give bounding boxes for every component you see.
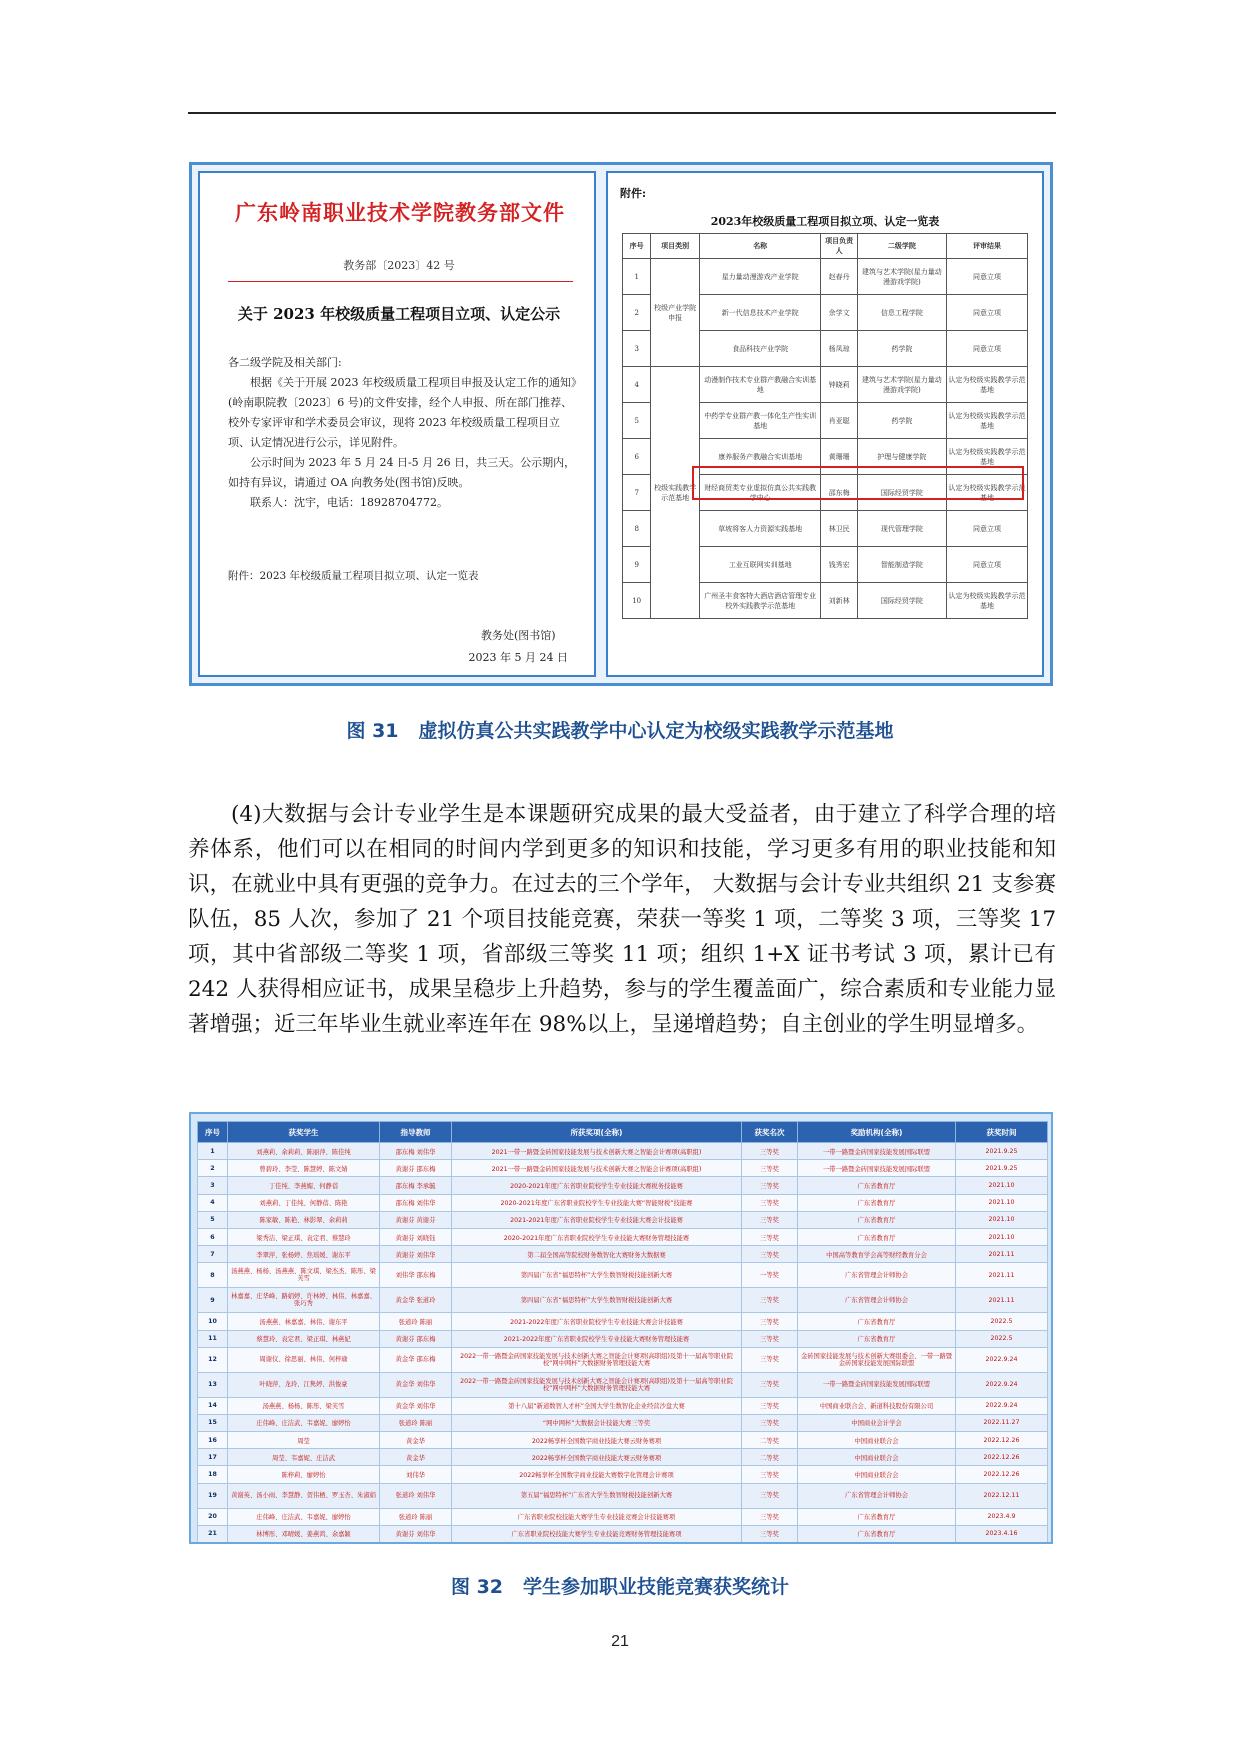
sign-date: 2023 年 5 月 24 日 — [468, 651, 568, 664]
attachment-cell: 国际经贸学院 — [857, 475, 946, 511]
attachment-cell: 新一代信息技术产业学院 — [699, 295, 821, 331]
awards-cell-org: 一带一路暨金砖国家技能发展国际联盟 — [798, 1160, 956, 1177]
awards-cell-org: 广东省管理会计师协会 — [798, 1263, 956, 1288]
awards-cell-no: 6 — [198, 1228, 228, 1245]
attachment-cell: 信息工程学院 — [857, 295, 946, 331]
awards-cell-teachers: 黄金华 刘伟华 — [380, 1372, 452, 1397]
awards-cell-teachers: 黄金华 邵东梅 — [380, 1347, 452, 1372]
awards-cell-no: 18 — [198, 1466, 228, 1483]
awards-cell-rank: 三等奖 — [742, 1228, 798, 1245]
awards-cell-date: 2022.12.26 — [956, 1432, 1048, 1449]
awards-cell-org: 广东省教育厅 — [798, 1330, 956, 1347]
notice-attachment-line: 附件：2023 年校级质量工程项目拟立项、认定一览表 — [228, 570, 479, 582]
awards-cell-org: 广东省教育厅 — [798, 1177, 956, 1194]
awards-cell-org: 广东省管理会计师协会 — [798, 1483, 956, 1508]
awards-cell-teachers: 黄金华 — [380, 1449, 452, 1466]
awards-cell-date: 2022.5 — [956, 1313, 1048, 1330]
awards-cell-date: 2021.9.25 — [956, 1143, 1048, 1160]
awards-cell-no: 21 — [198, 1525, 228, 1542]
attachment-cell: 同意立项 — [946, 259, 1027, 295]
attachment-row — [623, 259, 1028, 295]
awards-cell-org: 一带一路暨金砖国家技能发展国际联盟 — [798, 1143, 956, 1160]
awards-cell-rank: 三等奖 — [742, 1194, 798, 1211]
awards-row — [198, 1466, 1048, 1483]
header-rule — [188, 112, 1056, 114]
caption-number: 图 31 — [346, 720, 399, 742]
awards-cell-teachers: 邵东梅 刘伟华 — [380, 1194, 452, 1211]
awards-cell-students: 陈家敏、陈艳、林影翠、余莉莉 — [228, 1211, 380, 1228]
attachment-cell: 认定为校级实践教学示范基地 — [946, 439, 1027, 475]
attachment-cell: 6 — [623, 439, 651, 475]
awards-row — [198, 1449, 1048, 1466]
awards-cell-teachers: 黄金华 张道玲 — [380, 1288, 452, 1313]
awards-cell-date: 2022.12.11 — [956, 1483, 1048, 1508]
figure-31-caption — [0, 716, 1240, 743]
awards-cell-rank: 三等奖 — [742, 1160, 798, 1177]
awards-row — [198, 1211, 1048, 1228]
awards-cell-org: 一带一路暨金砖国家技能发展国际联盟 — [798, 1372, 956, 1397]
awards-cell-rank: 三等奖 — [742, 1372, 798, 1397]
awards-row — [198, 1313, 1048, 1330]
awards-cell-org: 广东省管理会计师协会 — [798, 1288, 956, 1313]
awards-cell-rank: 三等奖 — [742, 1483, 798, 1508]
awards-cell-award: 2020-2021年度广东省职业院校学生专业技能大赛财务管理技能赛 — [452, 1228, 742, 1245]
caption-text: 学生参加职业技能竞赛获奖统计 — [523, 1576, 790, 1598]
attachment-cell: 9 — [623, 547, 651, 583]
att-header: 序号 — [623, 234, 651, 259]
awards-cell-date: 2021.11 — [956, 1263, 1048, 1288]
awards-cell-students: 梁秀洁、梁正琪、袁定君、蔡慧玲 — [228, 1228, 380, 1245]
awards-cell-students: 周莹 — [228, 1432, 380, 1449]
awards-cell-students: 蔡慧玲、袁定君、梁正琪、林燕妃 — [228, 1330, 380, 1347]
awards-cell-no: 20 — [198, 1508, 228, 1525]
awards-row — [198, 1397, 1048, 1414]
awards-row — [198, 1347, 1048, 1372]
awards-cell-org: 中国商业联合会 — [798, 1432, 956, 1449]
awards-cell-org: 广东省教育厅 — [798, 1525, 956, 1542]
awards-cell-no: 8 — [198, 1263, 228, 1288]
awards-header: 获奖时间 — [956, 1122, 1048, 1143]
awards-cell-rank: 三等奖 — [742, 1414, 798, 1431]
awards-cell-teachers: 黄金华 — [380, 1432, 452, 1449]
attachment-cell: 赵春丹 — [821, 259, 857, 295]
awards-cell-no: 2 — [198, 1160, 228, 1177]
awards-cell-teachers: 黄谢芬 邵东梅 — [380, 1330, 452, 1347]
awards-cell-teachers: 黄谢芬 刘伟华 — [380, 1525, 452, 1542]
awards-row — [198, 1372, 1048, 1397]
awards-cell-no: 16 — [198, 1432, 228, 1449]
awards-cell-award: 2021-2022年度广东省职业院校学生专业技能大赛财务管理技能赛 — [452, 1330, 742, 1347]
awards-cell-rank: 三等奖 — [742, 1246, 798, 1263]
awards-cell-award: 2021一带一路暨金砖国家技能发展与技术创新大赛之智能会计赛项(高职组) — [452, 1160, 742, 1177]
attachment-cell: 同意立项 — [946, 547, 1027, 583]
awards-cell-students: 周谢仪、徐思丽、林伟、何梓瑜 — [228, 1347, 380, 1372]
attachment-cell: 动漫制作技术专业群产教融合实训基地 — [699, 367, 821, 403]
awards-cell-no: 19 — [198, 1483, 228, 1508]
attachment-cell: 10 — [623, 583, 651, 619]
awards-cell-teachers: 黄金华 刘伟华 — [380, 1397, 452, 1414]
awards-cell-date: 2022.9.24 — [956, 1397, 1048, 1414]
awards-cell-students: 汤燕燕、杨杨、汤燕燕、陈文琪、梁杰杰、陈彤、梁芙雪 — [228, 1263, 380, 1288]
awards-cell-date: 2022.5 — [956, 1330, 1048, 1347]
att-header: 项目负责人 — [821, 234, 857, 259]
awards-cell-no: 5 — [198, 1211, 228, 1228]
awards-cell-students: 丁佳纯、李燕媚、何静蓓 — [228, 1177, 380, 1194]
attachment-title: 2023年校级质量工程项目拟立项、认定一览表 — [710, 215, 940, 228]
awards-header: 序号 — [198, 1122, 228, 1143]
attachment-cell: 8 — [623, 511, 651, 547]
awards-cell-org: 中国商业联合会、新道科技股份有限公司 — [798, 1397, 956, 1414]
awards-cell-date: 2021.11 — [956, 1246, 1048, 1263]
awards-cell-org: 广东省教育厅 — [798, 1211, 956, 1228]
awards-cell-students: 汤燕燕、杨杨、陈彤、梁芙雪 — [228, 1397, 380, 1414]
sign-dept: 教务处(图书馆) — [480, 629, 556, 642]
awards-cell-award: 第四届广东省“福思特杯”大学生数智财税技能创新大赛 — [452, 1263, 742, 1288]
awards-table — [197, 1121, 1048, 1543]
awards-cell-students: 李翠萍、张杨婷、焦瑶媛、谢东平 — [228, 1246, 380, 1263]
att-header: 评审结果 — [946, 234, 1027, 259]
awards-cell-no: 14 — [198, 1397, 228, 1414]
awards-row — [198, 1525, 1048, 1542]
awards-cell-no: 12 — [198, 1347, 228, 1372]
red-divider — [228, 281, 573, 282]
awards-cell-teachers: 张道玲 陈丽 — [380, 1313, 452, 1330]
awards-cell-org: 广东省教育厅 — [798, 1313, 956, 1330]
awards-cell-date: 2021.10 — [956, 1194, 1048, 1211]
attachment-cell: 1 — [623, 259, 651, 295]
figure-31-image — [189, 162, 1053, 686]
awards-header: 获奖学生 — [228, 1122, 380, 1143]
attachment-cell: 认定为校级实践教学示范基地 — [946, 583, 1027, 619]
attachment-cell: 食品科技产业学院 — [699, 331, 821, 367]
awards-cell-award: 2021-2021年度广东省职业院校学生专业技能大赛会计技能赛 — [452, 1211, 742, 1228]
attachment-cell: 认定为校级实践教学示范基地 — [946, 475, 1027, 511]
attachment-row — [623, 367, 1028, 403]
awards-cell-date: 2021.10 — [956, 1177, 1048, 1194]
attachment-cell: 杨凤琼 — [821, 331, 857, 367]
awards-cell-date: 2022.11.27 — [956, 1414, 1048, 1431]
attachment-cell: 钟晓莉 — [821, 367, 857, 403]
awards-header: 所获奖项(全称) — [452, 1122, 742, 1143]
awards-cell-award: 2022畅享杯全国数字商业技能大赛数字化管理会计赛项 — [452, 1466, 742, 1483]
attachment-cell: 中药学专业群产教一体化生产性实训基地 — [699, 403, 821, 439]
attachment-cell: 建筑与艺术学院(星力量动漫游戏学院) — [857, 259, 946, 295]
awards-header: 奖励机构(全称) — [798, 1122, 956, 1143]
awards-cell-award: 2022一带一路暨金砖国家技能发展与技术创新大赛之智能会计赛项(高职组)及第十一届高等职业院校“网中网杯”大数据财务管理技能大赛 — [452, 1372, 742, 1397]
caption-number: 图 32 — [450, 1576, 504, 1598]
notice-recipient: 各二级学院及相关部门: — [228, 356, 342, 369]
awards-cell-award: 广东省职业院校技能大赛学生专业技能竞赛财务管理技能赛项 — [452, 1525, 742, 1542]
attachment-cell: 校级产业学院申报 — [651, 259, 700, 367]
awards-cell-students: 黄谢英、汤小雨、李慧静、贺伟栖、罗玉杏、朱淑娟 — [228, 1483, 380, 1508]
awards-cell-date: 2021.11 — [956, 1288, 1048, 1313]
attachment-header-row — [623, 234, 1028, 259]
attachment-cell: 财经商贸类专业虚拟仿真公共实践教学中心 — [699, 475, 821, 511]
awards-row — [198, 1228, 1048, 1245]
awards-cell-org: 广东省教育厅 — [798, 1194, 956, 1211]
figure-32-caption — [0, 1572, 1240, 1599]
attachment-cell: 认定为校级实践教学示范基地 — [946, 403, 1027, 439]
awards-cell-date: 2021.9.25 — [956, 1160, 1048, 1177]
awards-cell-award: 2020-2021年度广东省职业院校学生专业技能大赛税务技能赛 — [452, 1177, 742, 1194]
awards-cell-students: 林博彤、邓晴媛、姜燕鸿、余嘉颖 — [228, 1525, 380, 1542]
awards-cell-org: 广东省教育厅 — [798, 1228, 956, 1245]
awards-cell-no: 7 — [198, 1246, 228, 1263]
notice-body — [228, 353, 578, 513]
awards-cell-rank: 三等奖 — [742, 1143, 798, 1160]
attachment-cell: 认定为校级实践教学示范基地 — [946, 367, 1027, 403]
awards-row — [198, 1508, 1048, 1525]
awards-cell-rank: 三等奖 — [742, 1313, 798, 1330]
awards-cell-org: 中国商业联合会 — [798, 1449, 956, 1466]
awards-cell-date: 2023.4.9 — [956, 1508, 1048, 1525]
awards-header: 指导教师 — [380, 1122, 452, 1143]
awards-cell-no: 3 — [198, 1177, 228, 1194]
body-paragraph — [188, 797, 1056, 1042]
notice-signature — [469, 625, 568, 669]
awards-cell-students: 汤燕燕、林嘉嘉、林伟、谢东平 — [228, 1313, 380, 1330]
awards-cell-org: 中国商业会计学会 — [798, 1414, 956, 1431]
awards-cell-award: 第四届广东省“福思特杯”大学生数智财税技能创新大赛 — [452, 1288, 742, 1313]
attachment-cell: 国际经贸学院 — [857, 583, 946, 619]
caption-text: 虚拟仿真公共实践教学中心认定为校级实践教学示范基地 — [418, 720, 894, 742]
attachment-cell: 草坡将客人力资源实践基地 — [699, 511, 821, 547]
awards-cell-award: “网中网杯”大数据会计技能大赛三等奖 — [452, 1414, 742, 1431]
attachment-cell: 4 — [623, 367, 651, 403]
attachment-cell: 药学院 — [857, 403, 946, 439]
awards-cell-award: 2022畅享杯全国数字商业技能大赛云财务赛项 — [452, 1449, 742, 1466]
awards-cell-no: 17 — [198, 1449, 228, 1466]
attachment-cell: 广州圣丰食客特大酒店酒店管理专业校外实践教学示范基地 — [699, 583, 821, 619]
awards-cell-no: 9 — [198, 1288, 228, 1313]
att-header: 名称 — [699, 234, 821, 259]
attachment-cell: 7 — [623, 475, 651, 511]
attachment-cell: 刘新林 — [821, 583, 857, 619]
awards-row — [198, 1177, 1048, 1194]
awards-cell-rank: 三等奖 — [742, 1211, 798, 1228]
awards-cell-students: 刘燕莉、丁佳纯、何静蓓、陈艳 — [228, 1194, 380, 1211]
awards-cell-award: 第五届“福思特杯”广东省大学生数智财税技能创新大赛 — [452, 1483, 742, 1508]
awards-cell-rank: 三等奖 — [742, 1288, 798, 1313]
att-header: 二级学院 — [857, 234, 946, 259]
awards-row — [198, 1246, 1048, 1263]
awards-row — [198, 1288, 1048, 1313]
attachment-cell: 工业互联网实训基地 — [699, 547, 821, 583]
awards-cell-teachers: 黄谢芬 黄谢芬 — [380, 1211, 452, 1228]
awards-cell-students: 曾碧玲、李莹、陈慧婷、陈文婧 — [228, 1160, 380, 1177]
awards-row — [198, 1483, 1048, 1508]
attachment-label: 附件: — [620, 187, 647, 200]
awards-cell-students: 叶晓萍、龙玲、江隽婷、洪俊豪 — [228, 1372, 380, 1397]
awards-cell-org: 金砖国家技能发展与技术创新大赛组委会、一带一路暨金砖国家技能发展国际联盟 — [798, 1347, 956, 1372]
awards-cell-org: 广东省教育厅 — [798, 1508, 956, 1525]
awards-cell-students: 林嘉嘉、庄华峰、路娟婷、许林婷、林伟、林嘉嘉、张巧秀 — [228, 1288, 380, 1313]
awards-cell-award: 2021-2022年度广东省职业院校学生专业技能大赛会计技能赛 — [452, 1313, 742, 1330]
awards-cell-rank: 三等奖 — [742, 1330, 798, 1347]
awards-row — [198, 1432, 1048, 1449]
attachment-cell: 黄珊珊 — [821, 439, 857, 475]
awards-cell-no: 11 — [198, 1330, 228, 1347]
awards-row — [198, 1263, 1048, 1288]
awards-header: 获奖名次 — [742, 1122, 798, 1143]
attachment-cell: 5 — [623, 403, 651, 439]
awards-cell-date: 2023.4.16 — [956, 1525, 1048, 1542]
attachment-cell: 护理与健康学院 — [857, 439, 946, 475]
attachment-cell: 校级实践教学示范基地 — [651, 367, 700, 619]
attachment-cell: 星力量动漫游戏产业学院 — [699, 259, 821, 295]
awards-cell-org: 中国商业联合会 — [798, 1466, 956, 1483]
attachment-cell: 钱秀宏 — [821, 547, 857, 583]
awards-cell-teachers: 张道玲 陈丽 — [380, 1414, 452, 1431]
awards-cell-students: 周莹、韦嘉妮、庄洁武 — [228, 1449, 380, 1466]
awards-cell-date: 2022.9.24 — [956, 1372, 1048, 1397]
awards-cell-teachers: 刘伟华 — [380, 1466, 452, 1483]
awards-cell-date: 2022.12.26 — [956, 1449, 1048, 1466]
awards-cell-rank: 三等奖 — [742, 1397, 798, 1414]
awards-cell-no: 4 — [198, 1194, 228, 1211]
notice-body-2: 公示时间为 2023 年 5 月 24 日-5 月 26 日，共三天。公示期内，如持有异议，请通过 OA 向教务处(图书馆)反映。 — [228, 456, 576, 489]
awards-cell-students: 庄伟峰、庄洁武、韦嘉妮、廖婷怡 — [228, 1414, 380, 1431]
awards-cell-rank: 三等奖 — [742, 1466, 798, 1483]
attachment-cell: 2 — [623, 295, 651, 331]
awards-cell-students: 陈梓莉、廖婷怡 — [228, 1466, 380, 1483]
attachment-cell: 药学院 — [857, 331, 946, 367]
attachment-document — [606, 171, 1044, 677]
notice-body-1: 根据《关于开展 2023 年校级质量工程项目申报及认定工作的通知》(岭南职院教〔2023〕6 号)的文件安排，经个人申报、所在部门推荐、校外专家评审和学术委员会审议，现将 2023 年校级质量工程项目立项、认定情况进行公示，详见附件。 — [228, 376, 577, 449]
awards-cell-students: 刘燕莉、余莉莉、陈丽萍、陈佳纯 — [228, 1143, 380, 1160]
awards-cell-teachers: 黄谢芬 刘晓钰 — [380, 1228, 452, 1245]
awards-header-row — [198, 1122, 1048, 1143]
awards-cell-rank: 二等奖 — [742, 1432, 798, 1449]
awards-row — [198, 1160, 1048, 1177]
attachment-cell: 余学文 — [821, 295, 857, 331]
attachment-table — [622, 233, 1028, 619]
awards-cell-award: 2021一带一路暨金砖国家技能发展与技术创新大赛之智能会计赛项(高职组) — [452, 1143, 742, 1160]
awards-cell-teachers: 邵东梅 刘伟华 — [380, 1143, 452, 1160]
notice-title: 关于 2023 年校级质量工程项目立项、认定公示 — [237, 305, 561, 323]
attachment-cell: 建筑与艺术学院(星力量动漫游戏学院) — [857, 367, 946, 403]
awards-cell-org: 中国高等教育学会高等财经教育分会 — [798, 1246, 956, 1263]
figure-32-image — [189, 1112, 1053, 1544]
awards-cell-no: 13 — [198, 1372, 228, 1397]
attachment-cell: 现代管理学院 — [857, 511, 946, 547]
notice-header: 广东岭南职业技术学院教务部文件 — [235, 200, 565, 225]
attachment-cell: 同意立项 — [946, 511, 1027, 547]
awards-row — [198, 1194, 1048, 1211]
notice-document — [198, 171, 596, 677]
awards-row — [198, 1330, 1048, 1347]
awards-cell-rank: 二等奖 — [742, 1449, 798, 1466]
awards-cell-rank: 一等奖 — [742, 1263, 798, 1288]
awards-cell-teachers: 张道玲 刘伟华 — [380, 1483, 452, 1508]
attachment-cell: 同意立项 — [946, 331, 1027, 367]
awards-cell-rank: 三等奖 — [742, 1508, 798, 1525]
paragraph-text: (4)大数据与会计专业学生是本课题研究成果的最大受益者，由于建立了科学合理的培养体系，他们可以在相同的时间内学到更多的知识和技能，学习更多有用的职业技能和知识，在就业中具有更强的竞争力。在过去的三个学年， 大数据与会计专业共组织 21 支参赛队伍，85 人次，参加了 21 个项目技能竞赛，荣获一等奖 1 项，二等奖 3 项，三等奖 17 项，其中省部级二等奖 1 项，省部级三等奖 11 项；组织 1+X 证书考试 3 项，累计已有 242 人获得相应证书，成果呈稳步上升趋势，参与的学生覆盖面广，综合素质和专业能力显著增强；近三年毕业生就业率连年在 98%以上，呈递增趋势；自主创业的学生明显增多。 — [188, 802, 1056, 1037]
awards-cell-rank: 三等奖 — [742, 1177, 798, 1194]
awards-cell-award: 2022一带一路暨金砖国家技能发展与技术创新大赛之智能会计赛项(高职组)及第十一届高等职业院校“网中网杯”大数据财务管理技能大赛 — [452, 1347, 742, 1372]
awards-cell-no: 1 — [198, 1143, 228, 1160]
attachment-cell: 智能制造学院 — [857, 547, 946, 583]
awards-cell-teachers: 黄谢芬 刘伟华 — [380, 1246, 452, 1263]
awards-cell-rank: 三等奖 — [742, 1525, 798, 1542]
awards-cell-teachers: 邵东梅 李承毓 — [380, 1177, 452, 1194]
notice-doc-number: 教务部〔2023〕42 号 — [343, 259, 455, 272]
awards-cell-award: 第二届全国高等院校财务数智化大赛财务大数据赛 — [452, 1246, 742, 1263]
awards-cell-award: 2022畅享杯全国数字商业技能大赛云财务赛项 — [452, 1432, 742, 1449]
awards-cell-students: 庄伟峰、庄洁武、韦嘉妮、廖婷怡 — [228, 1508, 380, 1525]
awards-cell-no: 15 — [198, 1414, 228, 1431]
awards-cell-date: 2022.9.24 — [956, 1347, 1048, 1372]
awards-cell-award: 第十八届“新道数智人才杯”全国大学生数智化企业经营沙盘大赛 — [452, 1397, 742, 1414]
attachment-cell: 邵东梅 — [821, 475, 857, 511]
awards-cell-date: 2022.12.26 — [956, 1466, 1048, 1483]
awards-row — [198, 1414, 1048, 1431]
awards-cell-teachers: 刘伟华 邵东梅 — [380, 1263, 452, 1288]
attachment-cell: 林卫民 — [821, 511, 857, 547]
awards-cell-no: 10 — [198, 1313, 228, 1330]
awards-row — [198, 1143, 1048, 1160]
page-number: 21 — [611, 1633, 629, 1650]
awards-cell-date: 2021.10 — [956, 1211, 1048, 1228]
awards-cell-award: 广东省职业院校技能大赛学生专业技能竞赛会计技能赛项 — [452, 1508, 742, 1525]
attachment-cell: 3 — [623, 331, 651, 367]
attachment-cell: 同意立项 — [946, 295, 1027, 331]
awards-cell-teachers: 黄谢芬 邵东梅 — [380, 1160, 452, 1177]
awards-cell-award: 2020-2021年度广东省职业院校学生专业技能大赛“智能财税”技能赛 — [452, 1194, 742, 1211]
awards-cell-rank: 三等奖 — [742, 1347, 798, 1372]
attachment-cell: 康养服务产教融合实训基地 — [699, 439, 821, 475]
awards-cell-teachers: 张道玲 陈丽 — [380, 1508, 452, 1525]
notice-body-3: 联系人：沈宇，电话：18928704772。 — [250, 496, 448, 509]
attachment-cell: 肖亚聪 — [821, 403, 857, 439]
awards-cell-date: 2021.10 — [956, 1228, 1048, 1245]
att-header: 项目类别 — [651, 234, 700, 259]
